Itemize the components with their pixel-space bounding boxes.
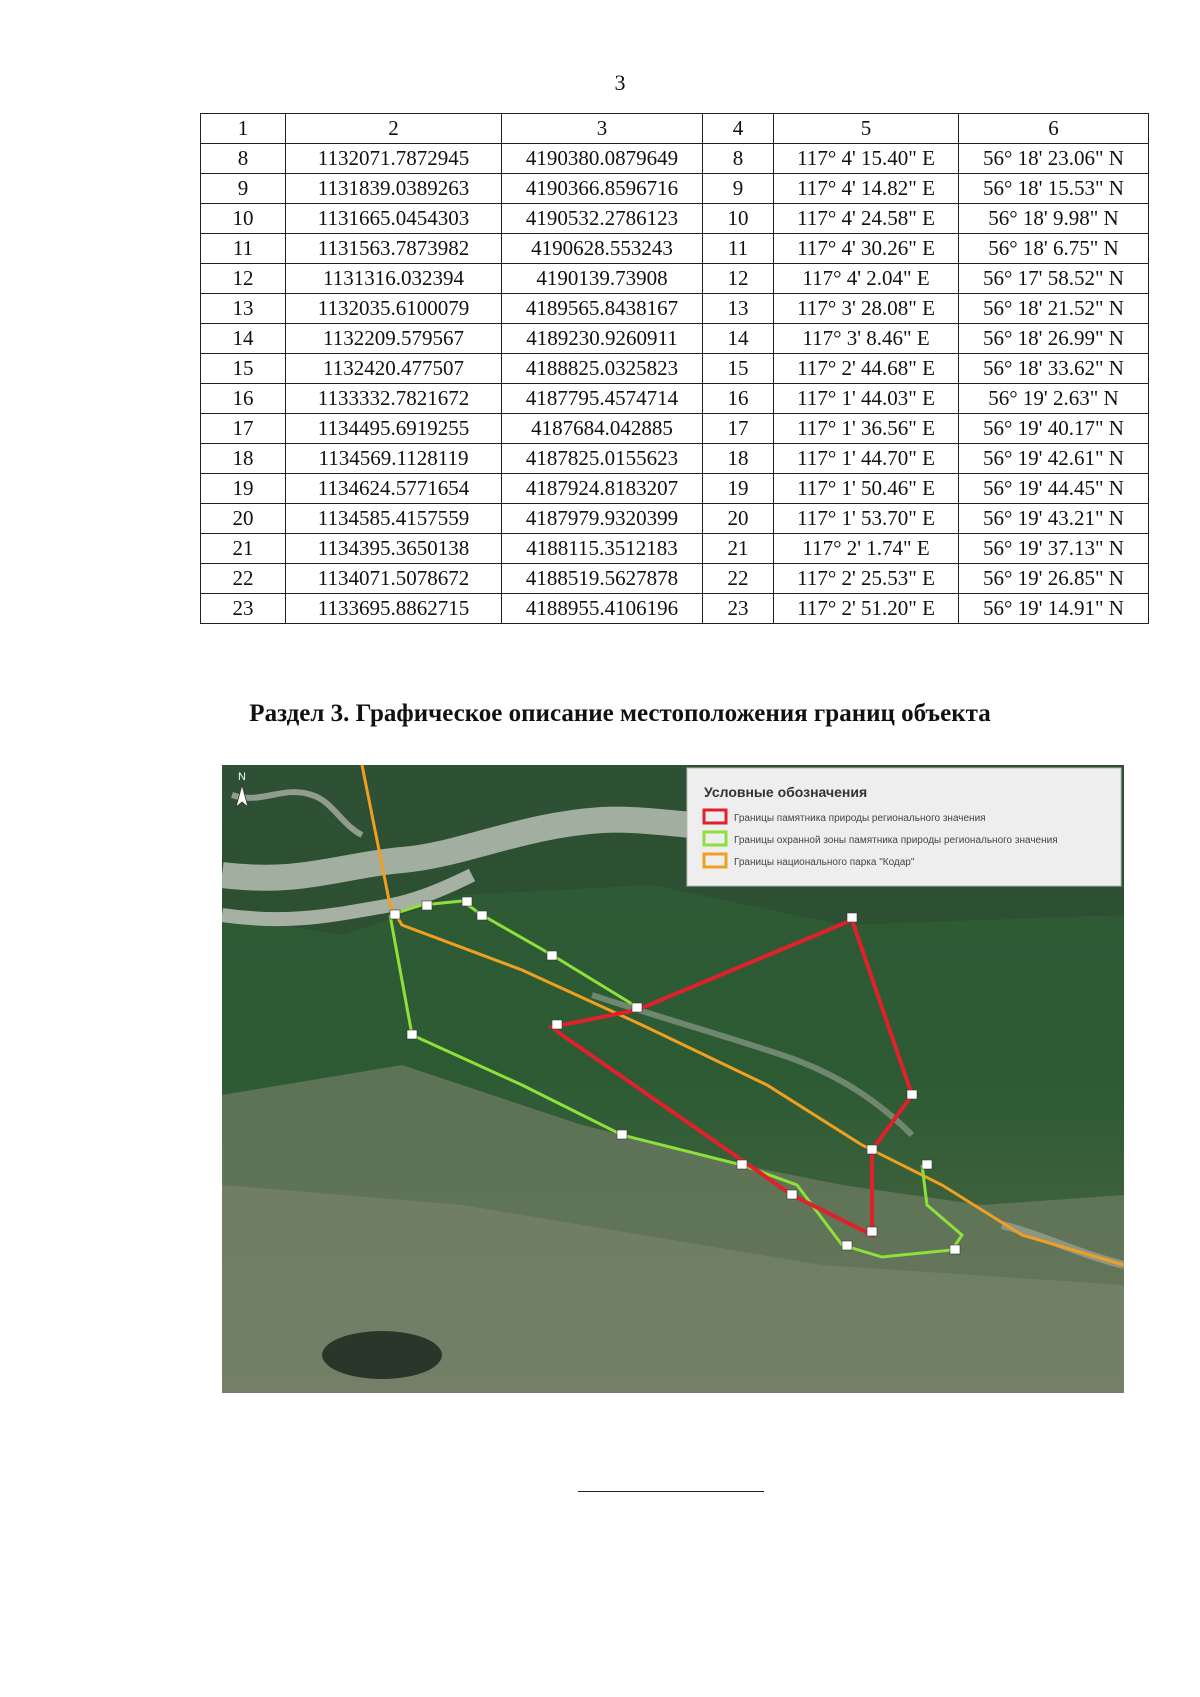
point-marker	[842, 1241, 852, 1250]
table-cell: 1133695.8862715	[286, 594, 502, 624]
table-cell: 8	[201, 144, 286, 174]
table-cell: 56° 19' 37.13" N	[959, 534, 1149, 564]
table-header-row	[201, 114, 1149, 144]
point-marker	[737, 1160, 747, 1169]
table-row	[201, 324, 1149, 354]
table-cell: 4190532.2786123	[502, 204, 703, 234]
table-cell: 16	[201, 384, 286, 414]
column-header: 4	[703, 114, 774, 144]
table-cell: 12	[703, 264, 774, 294]
point-marker	[950, 1245, 960, 1254]
table-cell: 4190366.8596716	[502, 174, 703, 204]
table-cell: 56° 18' 9.98" N	[959, 204, 1149, 234]
table-cell: 117° 3' 28.08" E	[774, 294, 959, 324]
table-cell: 56° 18' 33.62" N	[959, 354, 1149, 384]
table-cell: 22	[703, 564, 774, 594]
table-cell: 117° 4' 2.04" E	[774, 264, 959, 294]
table-cell: 1131839.0389263	[286, 174, 502, 204]
table-cell: 56° 19' 14.91" N	[959, 594, 1149, 624]
table-cell: 4189565.8438167	[502, 294, 703, 324]
table-cell: 15	[201, 354, 286, 384]
table-cell: 56° 18' 21.52" N	[959, 294, 1149, 324]
table-cell: 20	[703, 504, 774, 534]
table-cell: 4188519.5627878	[502, 564, 703, 594]
point-marker	[847, 913, 857, 922]
table-cell: 56° 17' 58.52" N	[959, 264, 1149, 294]
point-marker	[390, 910, 400, 919]
north-label: N	[238, 771, 246, 783]
table-cell: 56° 19' 43.21" N	[959, 504, 1149, 534]
table-cell: 18	[703, 444, 774, 474]
table-row	[201, 474, 1149, 504]
table-cell: 14	[201, 324, 286, 354]
legend-title: Условные обозначения	[704, 784, 868, 800]
table-cell: 4188115.3512183	[502, 534, 703, 564]
table-cell: 1134569.1128119	[286, 444, 502, 474]
table-row	[201, 354, 1149, 384]
point-marker	[922, 1160, 932, 1169]
legend-item-label: Границы памятника природы регионального значения	[734, 813, 986, 824]
table-cell: 56° 19' 40.17" N	[959, 414, 1149, 444]
satellite-map	[222, 765, 1124, 1393]
table-row	[201, 234, 1149, 264]
table-cell: 17	[703, 414, 774, 444]
table-cell: 14	[703, 324, 774, 354]
table-cell: 117° 1' 44.03" E	[774, 384, 959, 414]
table-cell: 56° 19' 42.61" N	[959, 444, 1149, 474]
table-row	[201, 264, 1149, 294]
table-cell: 1132209.579567	[286, 324, 502, 354]
table-cell: 56° 18' 6.75" N	[959, 234, 1149, 264]
point-marker	[617, 1130, 627, 1139]
column-header: 5	[774, 114, 959, 144]
table-cell: 117° 2' 25.53" E	[774, 564, 959, 594]
table-cell: 10	[201, 204, 286, 234]
table-cell: 9	[201, 174, 286, 204]
table-cell: 4190139.73908	[502, 264, 703, 294]
table-cell: 117° 4' 15.40" E	[774, 144, 959, 174]
map-svg	[222, 765, 1124, 1393]
table-cell: 117° 2' 51.20" E	[774, 594, 959, 624]
table-cell: 13	[703, 294, 774, 324]
table-row	[201, 294, 1149, 324]
point-marker	[462, 897, 472, 906]
table-cell: 4188955.4106196	[502, 594, 703, 624]
column-header: 2	[286, 114, 502, 144]
table-cell: 4187825.0155623	[502, 444, 703, 474]
table-cell: 1134495.6919255	[286, 414, 502, 444]
table-row	[201, 204, 1149, 234]
table-cell: 1131316.032394	[286, 264, 502, 294]
table-cell: 117° 2' 1.74" E	[774, 534, 959, 564]
table-row	[201, 534, 1149, 564]
table-cell: 23	[703, 594, 774, 624]
point-marker	[867, 1145, 877, 1154]
table-cell: 117° 4' 30.26" E	[774, 234, 959, 264]
point-marker	[632, 1003, 642, 1012]
map-legend	[687, 768, 1121, 886]
table-cell: 15	[703, 354, 774, 384]
point-marker	[907, 1090, 917, 1099]
table-cell: 4190628.553243	[502, 234, 703, 264]
table-row	[201, 384, 1149, 414]
table-row	[201, 504, 1149, 534]
table-cell: 4187795.4574714	[502, 384, 703, 414]
table-cell: 16	[703, 384, 774, 414]
footer-divider	[578, 1491, 764, 1492]
table-cell: 19	[201, 474, 286, 504]
table-cell: 17	[201, 414, 286, 444]
point-marker	[787, 1190, 797, 1199]
table-cell: 4187684.042885	[502, 414, 703, 444]
table-cell: 117° 1' 36.56" E	[774, 414, 959, 444]
table-cell: 1131665.0454303	[286, 204, 502, 234]
table-cell: 12	[201, 264, 286, 294]
table-cell: 4187924.8183207	[502, 474, 703, 504]
table-body	[201, 144, 1149, 624]
table-cell: 1131563.7873982	[286, 234, 502, 264]
point-marker	[867, 1227, 877, 1236]
point-marker	[422, 901, 432, 910]
point-marker	[477, 911, 487, 920]
point-marker	[407, 1030, 417, 1039]
table-cell: 4188825.0325823	[502, 354, 703, 384]
table-cell: 9	[703, 174, 774, 204]
table-cell: 22	[201, 564, 286, 594]
table-cell: 117° 4' 24.58" E	[774, 204, 959, 234]
table-cell: 117° 1' 44.70" E	[774, 444, 959, 474]
table-cell: 1134585.4157559	[286, 504, 502, 534]
table-cell: 1132420.477507	[286, 354, 502, 384]
table-cell: 23	[201, 594, 286, 624]
section-title: Раздел 3. Графическое описание местоположения границ объекта	[249, 700, 991, 727]
table-cell: 1134395.3650138	[286, 534, 502, 564]
table-row	[201, 144, 1149, 174]
table-cell: 1132071.7872945	[286, 144, 502, 174]
table-cell: 13	[201, 294, 286, 324]
point-marker	[547, 951, 557, 960]
column-header: 1	[201, 114, 286, 144]
table-cell: 20	[201, 504, 286, 534]
table-cell: 117° 3' 8.46" E	[774, 324, 959, 354]
table-cell: 1134624.5771654	[286, 474, 502, 504]
dark-lake	[322, 1331, 442, 1379]
table-cell: 21	[201, 534, 286, 564]
table-cell: 1132035.6100079	[286, 294, 502, 324]
table-cell: 4187979.9320399	[502, 504, 703, 534]
table-cell: 56° 19' 26.85" N	[959, 564, 1149, 594]
table-row	[201, 414, 1149, 444]
table-cell: 117° 1' 53.70" E	[774, 504, 959, 534]
table-row	[201, 174, 1149, 204]
table-cell: 56° 18' 15.53" N	[959, 174, 1149, 204]
table-cell: 11	[703, 234, 774, 264]
table-cell: 4190380.0879649	[502, 144, 703, 174]
table-cell: 56° 18' 26.99" N	[959, 324, 1149, 354]
table-cell: 1133332.7821672	[286, 384, 502, 414]
legend-item-label: Границы национального парка "Кодар"	[734, 857, 915, 868]
point-marker	[552, 1020, 562, 1029]
table-cell: 4189230.9260911	[502, 324, 703, 354]
column-header: 3	[502, 114, 703, 144]
legend-item-label: Границы охранной зоны памятника природы регионального значения	[734, 835, 1058, 846]
table-cell: 19	[703, 474, 774, 504]
table-cell: 56° 19' 44.45" N	[959, 474, 1149, 504]
table-cell: 8	[703, 144, 774, 174]
table-cell: 21	[703, 534, 774, 564]
table-cell: 1134071.5078672	[286, 564, 502, 594]
page-number: 3	[614, 70, 626, 95]
table-cell: 10	[703, 204, 774, 234]
table-cell: 18	[201, 444, 286, 474]
table-cell: 56° 18' 23.06" N	[959, 144, 1149, 174]
coordinates-table	[200, 113, 1149, 624]
table-cell: 117° 1' 50.46" E	[774, 474, 959, 504]
column-header: 6	[959, 114, 1149, 144]
table-cell: 117° 4' 14.82" E	[774, 174, 959, 204]
table-cell: 117° 2' 44.68" E	[774, 354, 959, 384]
table-cell: 56° 19' 2.63" N	[959, 384, 1149, 414]
table-cell: 11	[201, 234, 286, 264]
table-row	[201, 564, 1149, 594]
table-row	[201, 594, 1149, 624]
table-row	[201, 444, 1149, 474]
